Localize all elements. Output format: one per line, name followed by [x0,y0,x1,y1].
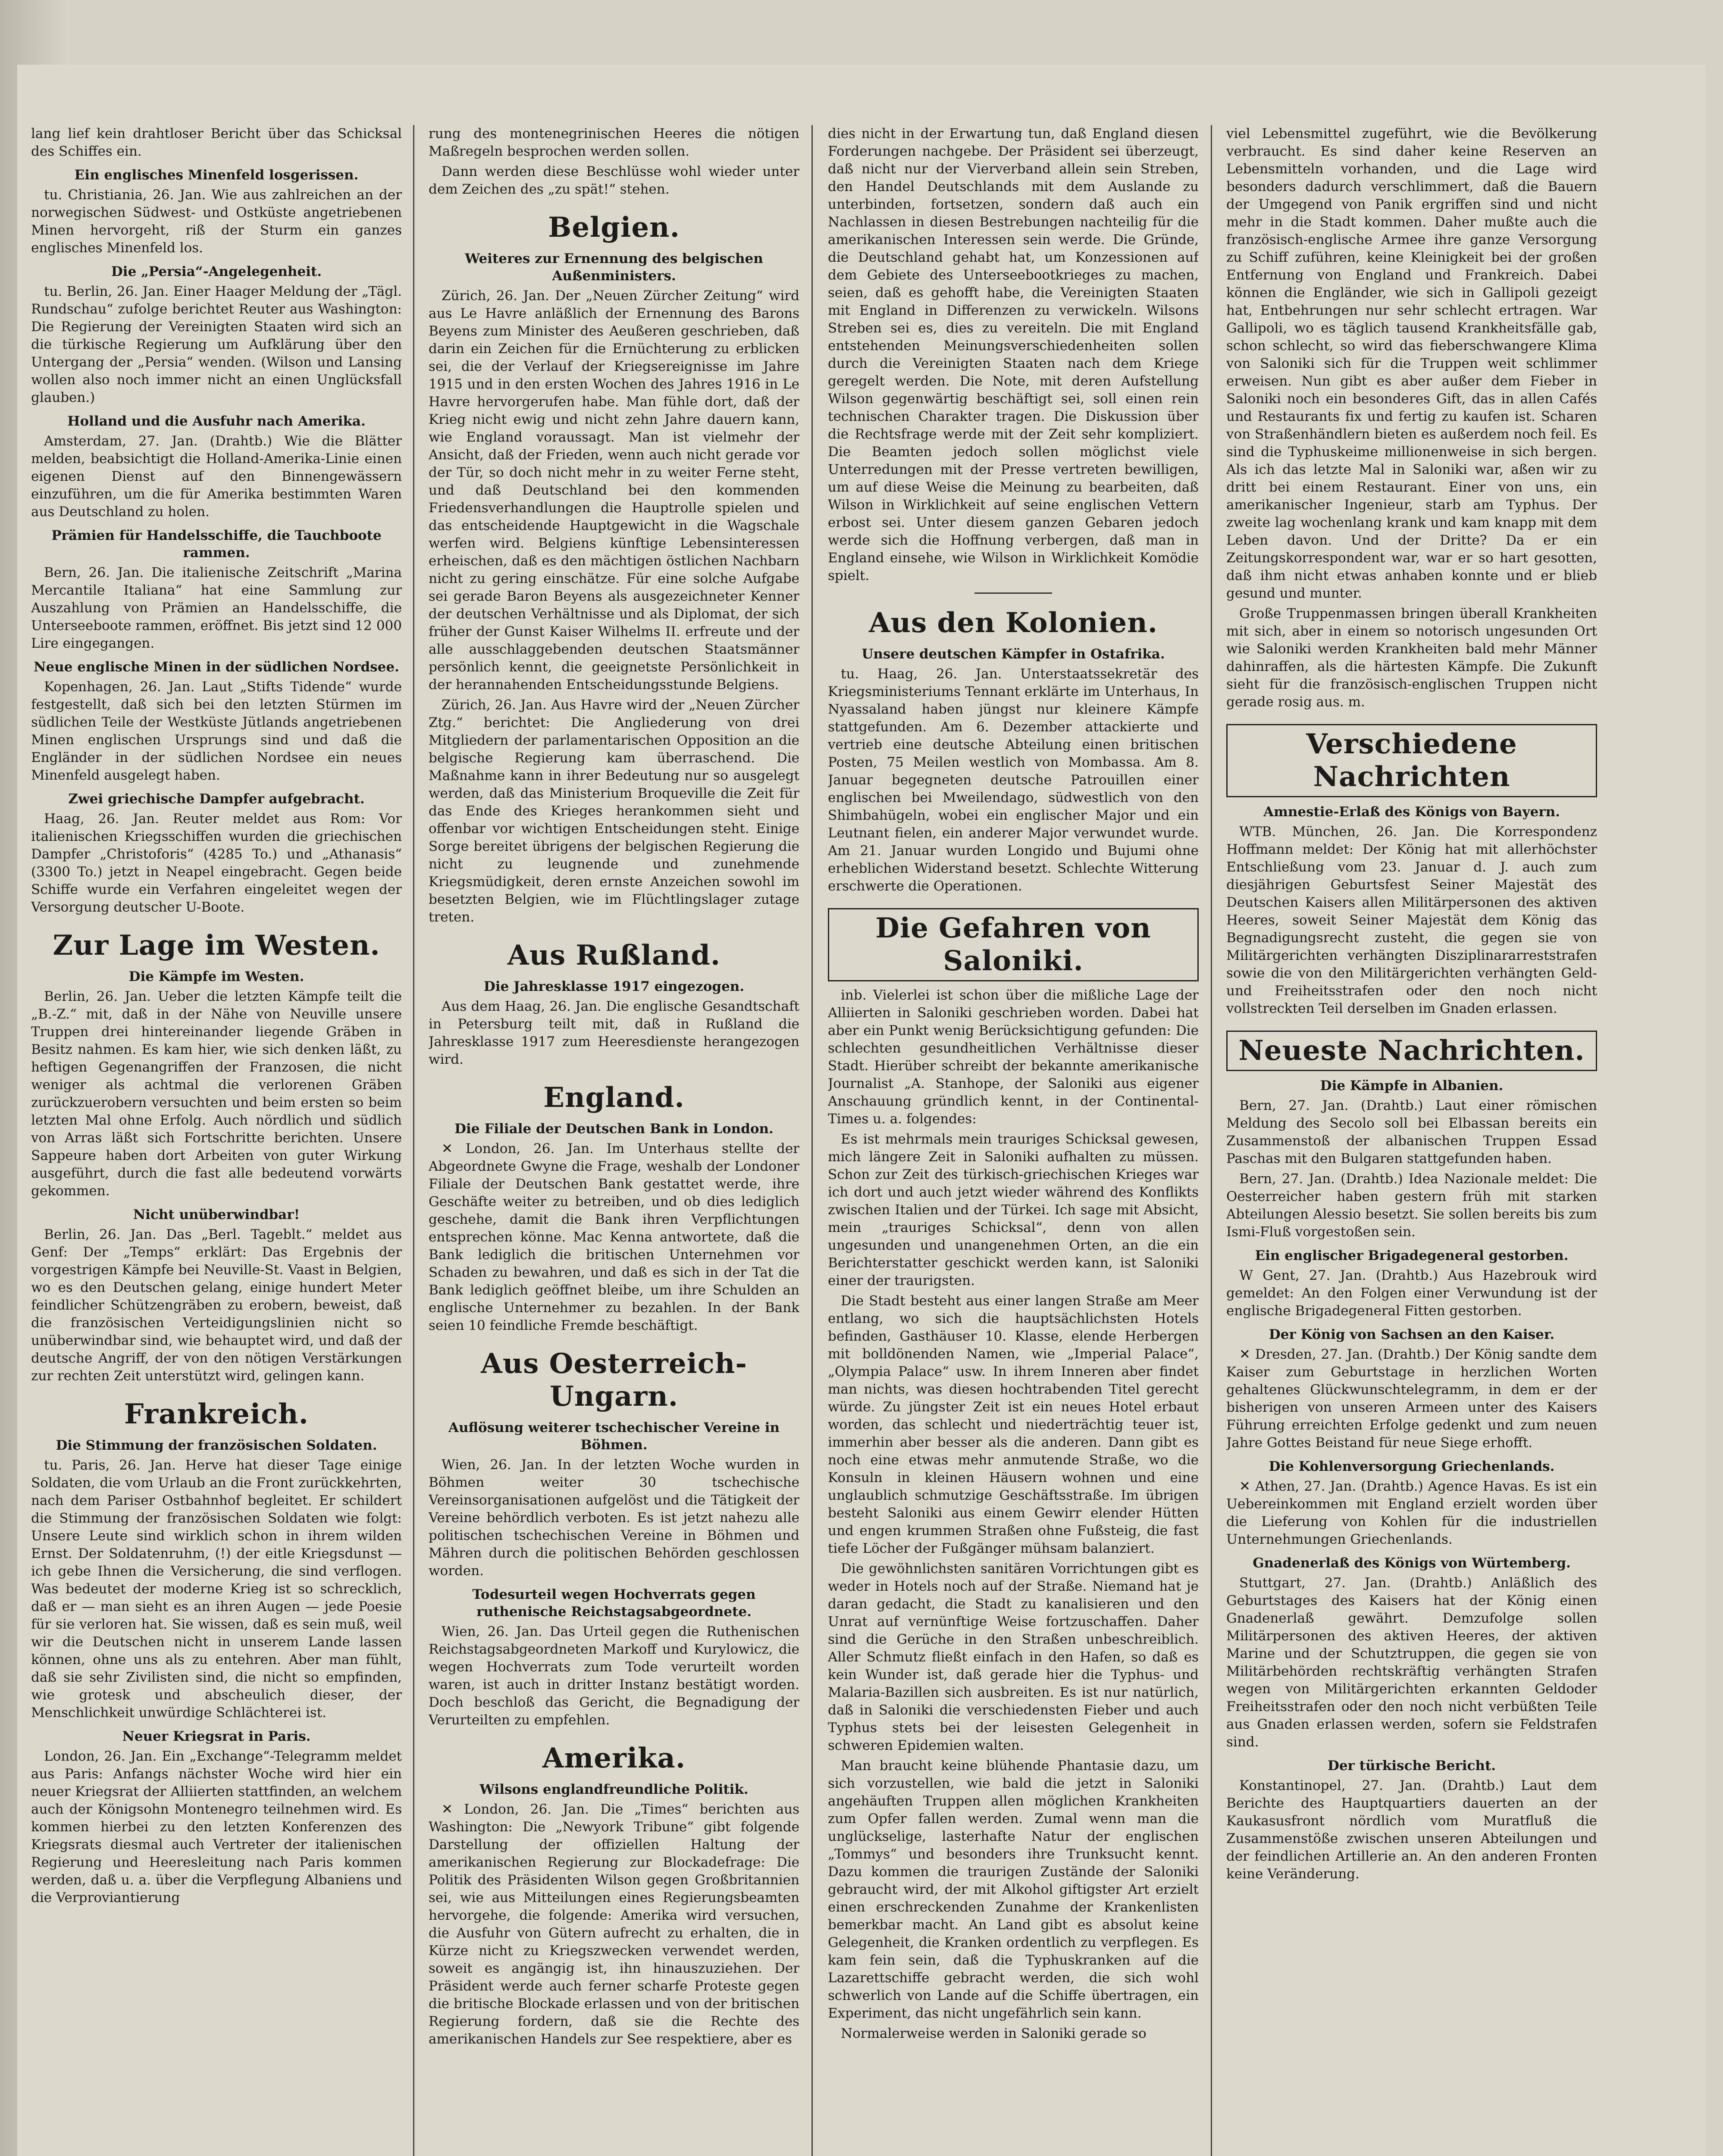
article-headline: Der König von Sachsen an den Kaiser. [1269,1327,1555,1342]
article-paragraph: Zürich, 26. Jan. Aus Havre wird der „Neuen Zürcher Ztg.“ berichtet: Die Angliederung von drei Mitgliedern der parlamentarischen Opposition an die belgische Regierung kam überraschend. Die Maßnahme kann in ihrer Bedeutung nur so ausgelegt werden, daß das Ministerium Broqueville die Zeit für das Ende des Krieges herankommen sieht und offenbar vor wichtigen Entscheidungen steht. Einige Sorge bereitet übrigens der belgischen Regierung die nicht zu leugnende und zunehmende Kriegsmüdigkeit, deren ernste Anzeichen sowohl im besetzten Belgien, wie im Flüchtlingslager zutage treten. [429,697,799,925]
section-heading: Aus den Kolonien. [868,607,1158,639]
article-paragraph: tu. Christiania, 26. Jan. Wie aus zahlreichen an der norwegischen Südwest- und Ostküste angetriebenen Minen hervorgeht, riß der Sturm ein ganzes englisches Minenfeld los. [31,187,402,256]
article-headline: Nicht unüberwindbar! [133,1207,300,1222]
section-heading: Verschiedene Nachrichten [1226,724,1597,797]
article-paragraph: Kopenhagen, 26. Jan. Laut „Stifts Tidende“ wurde festgestellt, daß sich bei den letzten Stürmen im südlichen Teile der Westküste Jütlands angetriebenen Minen englischen Ursprungs sind und daß die Engländer in der südlichen Nordsee ein neues Minenfeld ausgelegt haben. [31,679,402,783]
article-paragraph: Stuttgart, 27. Jan. (Drahtb.) Anläßlich des Geburtstages des Kaisers hat der König einen Gnadenerlaß gewährt. Demzufolge sollen Militärpersonen des aktiven Heeres, der aktiven Marine und der Schutztruppen, die gegen sie von Militärbehörden rechtskräftig verhängten Strafen wegen von Militärgerichten erkannten Geldoder Freiheitsstrafen oder den noch nicht verbüßten Teile aus Gnaden erlassen werden, sofern sie Feldstrafen sind. [1226,1575,1597,1750]
article-headline: Holland und die Ausfuhr nach Amerika. [67,414,366,429]
article-paragraph: inb. Vielerlei ist schon über die mißliche Lage der Alliierten in Saloniki geschrieben worden. Dabei hat aber ein Punkt wenig Berücksichtigung gefunden: Die schlechten gesundheitlichen Verhältnisse dieser Stadt. Hierüber schreibt der bekannte amerikanische Journalist „A. Stanhope, der Saloniki aus eigener Anschauung gründlich kennt, in der Continental-Times u. a. folgendes: [828,987,1199,1127]
column-rule [413,125,414,2156]
section-heading: Belgien. [548,211,680,244]
article-paragraph: Aus dem Haag, 26. Jan. Die englische Gesandtschaft in Petersburg teilt mit, daß in Rußland die Jahresklasse 1917 zum Heeresdienste herangezogen wird. [429,999,799,1067]
column-2 [429,125,799,2156]
article-headline: Zwei griechische Dampfer aufgebracht. [68,791,365,807]
article-headline: Ein englischer Brigadegeneral gestorben. [1255,1248,1569,1263]
article-paragraph: Bern, 27. Jan. (Drahtb.) Idea Nazionale meldet: Die Oesterreicher haben gestern früh mit starken Abteilungen Alessio besetzt. Sie sollen bereits bis zum Ismi-Fluß vorgestoßen sein. [1226,1171,1597,1240]
section-heading: Frankreich. [124,1398,309,1430]
section-heading: Die Gefahren von Saloniki. [828,908,1199,981]
article-headline: Die Kämpfe im Westen. [128,969,304,984]
column-4 [1226,125,1597,2156]
section-heading: Amerika. [542,1742,686,1774]
article-paragraph: tu. Haag, 26. Jan. Unterstaatssekretär des Kriegsministeriums Tennant erklärte im Unterhaus, In Nyassaland haben jüngst nur kleinere Kämpfe stattgefunden. Am 6. Dezember attackierte und vertrieb eine deutsche Abteilung einen britischen Posten, 75 Meilen westlich von Mombassa. Am 8. Januar begegneten deutsche Patrouillen einer englischen bei Mweilendago, südwestlich von den Shimbahügeln, wobei ein englischer Major und ein Leutnant fielen, ein anderer Major verwundet wurde. Am 21. Januar wurden Longido und Bujumi ohne erheblichen Widerstand besetzt. Schlechte Witterung erschwerte die Operationen. [828,666,1199,894]
column-3 [828,125,1199,2156]
article-paragraph: Berlin, 26. Jan. Das „Berl. Tageblt.“ meldet aus Genf: Der „Temps“ erklärt: Das Ergebnis der vorgestrigen Kämpfe bei Neuville-St. Vaast in Belgien, wo es den Deutschen gelang, einige hundert Meter feindlicher Schützengräben zu erobern, beweist, daß die französischen Verteidigungslinien nicht so unüberwindbar sind, wie behauptet wird, und daß der deutsche Angriff, der von den nötigen Verstärkungen zur rechten Zeit unterstützt wird, gelingen kann. [31,1227,402,1384]
article-headline: Amnestie-Erlaß des Königs von Bayern. [1263,804,1560,820]
article-headline: Die Kohlenversorgung Griechenlands. [1269,1459,1555,1474]
article-headline: Ein englisches Minenfeld losgerissen. [74,167,359,183]
section-heading: England. [543,1081,685,1114]
article-headline: Die Stimmung der französischen Soldaten. [56,1438,377,1453]
article-paragraph: Haag, 26. Jan. Reuter meldet aus Rom: Vor italienischen Kriegsschiffen wurden die griechischen Dampfer „Christoforis“ (4285 To.) und „Athanasis“ (3300 To.) jetzt in Neapel eingebracht. Gegen beide Schiffe wurde ein Verfahren eingeleitet wegen der Versorgung deutscher U-Boote. [31,811,402,915]
article-paragraph: tu. Berlin, 26. Jan. Einer Haager Meldung der „Tägl. Rundschau“ zufolge berichtet Reuter aus Washington: Die Regierung der Vereinigten Staaten wird sich an die türkische Regierung um Aufklärung über den Untergang der „Persia“ wenden. (Wilson und Lansing wollen also noch immer nicht an einen Unglücksfall glauben.) [31,284,402,405]
column-1 [31,125,402,2156]
article-paragraph: dies nicht in der Erwartung tun, daß England diesen Forderungen nachgebe. Der Präsident sei überzeugt, daß nicht nur der Vierverband allein sein Streben, den Handel Deutschlands mit dem Auslande zu unterbinden, fortsetzen, sondern daß auch ein Nachlassen in diesen Bestrebungen nachteilig für die amerikanischen Interessen sein werde. Die Gründe, die Deutschland gehabt hat, um Konzessionen auf dem Gebiete des Unterseebootkrieges zu machen, seien, daß es gehofft habe, die Vereinigten Staaten mit England in Differenzen zu verwickeln. Wilsons Streben sei es, dies zu vereiteln. Die mit England entstehenden Meinungsverschiedenheiten sollen durch die Vereinigten Staaten nach dem Kriege geregelt werden. Die Note, mit deren Aufstellung Wilson gegenwärtig beschäftigt sei, soll einen rein technischen Charakter tragen. Die Diskussion über die Rechtsfrage werde mit der Zeit sehr kompliziert. Die Beamten jedoch sollen möglichst viele Unterredungen mit der Presse vertreten bewilligen, um auf diese Weise die Meinung zu bearbeiten, daß Wilson in Wirklichkeit auf seine englischen Vettern erbost sei. Unter diesem ganzen Gebaren jedoch werde sich die Hoffnung verbergen, daß man in England einsehe, wie Wilson in Wirklichkeit Komödie spielt. [828,126,1199,583]
article-headline: Die Kämpfe in Albanien. [1320,1078,1504,1094]
article-headline: Todesurteil wegen Hochverrats gegen ruthenische Reichstagsabgeordnete. [472,1587,756,1620]
separator-rule [974,592,1052,594]
article-headline: Neue englische Minen in der südlichen Nordsee. [34,659,399,675]
article-headline: Gnadenerlaß des Königs von Würtemberg. [1253,1555,1571,1571]
section-heading: Aus Rußland. [507,939,721,971]
article-paragraph: ✕ London, 26. Jan. Die „Times“ berichten aus Washington: Die „Newyork Tribune“ gibt folgende Darstellung der offiziellen Haltung der amerikanischen Regierung zur Blockadefrage: Die Politik des Präsidenten Wilson gegen Großbritannien sei, wie aus Mitteilungen eines Regierungsbeamten hervorgehe, die folgende: Amerika wird versuchen, die Ausfuhr von Gütern aufrecht zu erhalten, die in Kürze nicht zu Kriegszwecken verwendet werden, soweit es angängig ist, ihn hinauszuziehen. Der Präsident werde auch ferner scharfe Proteste gegen die britische Blockade erlassen und von der britischen Regierung fordern, daß sie die Rechte des amerikanischen Handels zur See respektiere, aber es [429,1802,799,2047]
article-paragraph: Die gewöhnlichsten sanitären Vorrichtungen gibt es weder in Hotels noch auf der Straße. Niemand hat je daran gedacht, die Stadt zu kanalisieren und den Unrat auf vernünftige Weise fortzuschaffen. Daher sind die Gerüche in den Straßen unbeschreiblich. Aller Schmutz fließt einfach in den Hafen, so daß es kein Wunder ist, daß gerade hier die Typhus- und Malaria-Bazillen sich ausbreiten. Es ist nur natürlich, daß in Saloniki die verschiedensten Fieber und auch Typhus stets bei der leisesten Gelegenheit in schweren Epidemien walten. [828,1561,1199,1753]
article-paragraph: Es ist mehrmals mein trauriges Schicksal gewesen, mich längere Zeit in Saloniki aufhalten zu müssen. Schon zur Zeit des türkisch-griechischen Krieges war ich dort und auch jetzt wieder während des Konflikts zwischen Italien und der Türkei. Ich sage mit Absicht, mein „trauriges Schicksal“, denn von allen ungesunden und unangenehmen Orten, an die ein Berichterstatter geschickt werden kann, ist Saloniki einer der traurigsten. [828,1131,1199,1288]
section-heading: Neueste Nachrichten. [1226,1031,1597,1071]
article-paragraph: viel Lebensmittel zugeführt, wie die Bevölkerung verbraucht. Es sind daher keine Reserven an Lebensmitteln vorhanden, und die Lage wird besonders dadurch verschlimmert, daß die Bauern der Umgegend von Panik ergriffen sind und nicht mehr in die Stadt kommen. Daher mußte auch die französisch-englische Armee ihre ganze Versorgung zu Schiff zuführen, keine Kleinigkeit bei der großen Entfernung von England und Frankreich. Dabei können die Engländer, wie sich in Gallipoli gezeigt hat, Entbehrungen nur sehr schlecht ertragen. War Gallipoli, wo es täglich tausend Krankheitsfälle gab, schon schlecht, so wird das fieberschwangere Klima von Saloniki sich für die Truppen weit schlimmer erweisen. Nun gibt es aber außer dem Fieber in Saloniki noch ein besonderes Gift, das in allen Cafés und Restaurants fix und fertig zu kaufen ist. Scharen von Straßenhändlern bieten es außerdem noch feil. Es sind die Typhuskeime millionenweise in sich bergen. Als ich das letzte Mal in Saloniki war, aßen wir zu dritt bei einem Restaurant. Einer von uns, ein amerikanischer Ingenieur, starb am Typhus. Der zweite lag wochenlang krank und kam knapp mit dem Leben davon. Und der Dritte? Da er ein Zeitungskorrespondent war, war er so hart gesotten, daß ihm nicht etwas anhaben konnte und er blieb gesund und munter. [1226,126,1597,601]
article-headline: Die Filiale der Deutschen Bank in London. [454,1121,774,1137]
article-paragraph: ✕ Athen, 27. Jan. (Drahtb.) Agence Havas. Es ist ein Uebereinkommen mit England erzielt worden über die Lieferung von Kohlen für die industriellen Unternehmungen Griechenlands. [1226,1479,1597,1547]
article-headline: Prämien für Handelsschiffe, die Tauchboote rammen. [51,528,382,561]
article-paragraph: rung des montenegrinischen Heeres die nötigen Maßregeln besprochen werden sollen. [429,126,799,159]
article-headline: Die Jahresklasse 1917 eingezogen. [483,979,745,994]
article-paragraph: Berlin, 26. Jan. Ueber die letzten Kämpfe teilt die „B.-Z.“ mit, daß in der Nähe von Neuville unsere Truppen drei hintereinander liegende Gräben in Besitz nahmen. Es kam hier, wie sich denken läßt, zu heftigen Gegenangriffen der Franzosen, die nicht weniger als achtmal die verlorenen Gräben zurückzuerobern versuchten und beim ersten so beim letzten Mal ohne Erfolg. Auch nördlich und südlich von Arras läßt sich Fortschritte berichten. Unsere Sappeure haben dort Arbeiten von guter Wirkung ausgeführt, durch die fast alle bedeutend vorwärts gekommen. [31,989,402,1199]
article-headline: Weiteres zur Ernennung des belgischen Außenministers. [465,251,763,284]
article-headline: Wilsons englandfreundliche Politik. [479,1782,749,1797]
article-headline: Auflösung weiterer tschechischer Vereine in Böhmen. [448,1420,780,1453]
article-paragraph: W Gent, 27. Jan. (Drahtb.) Aus Hazebrouk wird gemeldet: An den Folgen einer Verwundung ist der englische Brigadegeneral Fitten gestorben. [1226,1268,1597,1319]
article-paragraph: Bern, 26. Jan. Die italienische Zeitschrift „Marina Mercantile Italiana“ hat eine Sammlung zur Auszahlung von Prämien an Handelsschiffe, die Unterseeboote rammen, eröffnet. Bis jetzt sind 12 000 Lire eingegangen. [31,565,402,651]
article-paragraph: tu. Paris, 26. Jan. Herve hat dieser Tage einige Soldaten, die vom Urlaub an die Front zurückkehrten, nach dem Pariser Ostbahnhof begleitet. Er schildert die Stimmung der französischen Soldaten wie folgt: Unsere Leute sind wirklich schon in ihrem wilden Ernst. Der Soldatenruhm, (!) der eitle Kriegsdunst — ich gebe Ihnen die Versicherung, die sind verflogen. Was bedeutet der moderne Krieg ist so schrecklich, daß er — man sieht es an ihren Augen — jede Poesie für sie verloren hat. Sie wissen, daß es sein muß, weil wir die Deutschen nicht in unserem Lande lassen können, ohne uns als zu entehren. Aber man fühlt, daß sie sehr Zivilisten sind, die nicht so empfinden, wie grotesk und abscheulich dieser, der Menschlichkeit unwürdige Schlächterei ist. [31,1457,402,1720]
article-paragraph: Große Truppenmassen bringen überall Krankheiten mit sich, aber in einem so notorisch ungesunden Ort wie Saloniki werden Krankheiten bald mehr Männer dahinraffen, als die härtesten Kämpfe. Die Zukunft sieht für die französisch-englischen Truppen nicht gerade rosig aus. m. [1226,606,1597,710]
article-paragraph: ✕ Dresden, 27. Jan. (Drahtb.) Der König sandte dem Kaiser zum Geburtstage in herzlichen Worten gehaltenes Glückwunschtelegramm, in dem er der bisherigen von unseren Armeen unter des Kaisers Führung erreichten Erfolge gedenkt und zum neuen Jahre Gottes Beistand für neue Siege erhofft. [1226,1347,1597,1451]
column-rule [811,125,813,2156]
article-headline: Der türkische Bericht. [1327,1758,1496,1774]
article-paragraph: ✕ London, 26. Jan. Im Unterhaus stellte der Abgeordnete Gwyne die Frage, weshalb der Londoner Filiale der Deutschen Bank gestattet werde, ihre Geschäfte weiter zu betreiben, und ob dies lediglich geschehe, damit die Bank ihren Verpflichtungen entsprechen könne. Mac Kenna antwortete, daß die Bank lediglich die britischen Unternehmen vor Schaden zu bewahren, und daß es sich in der Tat die Bank lediglich geöffnet bleibe, um ihre Schulden an englische Unternehmer zu bezahlen. In der Bank seien 10 feindliche Fremde beschäftigt. [429,1141,799,1333]
article-paragraph: Amsterdam, 27. Jan. (Drahtb.) Wie die Blätter melden, beabsichtigt die Holland-Amerika-Linie einen eigenen Dienst auf den Binnengewässern einzuführen, um die für Amerika bestimmten Waren aus Deutschland zu holen. [31,433,402,520]
article-paragraph: Die Stadt besteht aus einer langen Straße am Meer entlang, wo sich die hauptsächlichsten Hotels befinden, Gasthäuser 10. Klasse, elende Herbergen mit bolldönenden Namen, wie „Imperial Palace“, „Olympia Palace“ usw. In ihrem Inneren aber findet man nichts, was diesen hochtrabenden Titel gerecht würde. Zu jüngster Zeit ist ein neues Hotel erbaut worden, das schlecht und niederträchtig teuer ist, immerhin aber besser als die anderen. Dann gibt es noch eine etwas mehr anmutende Straße, wo die Konsuln in kleinen Häusern wohnen und eine unglaublich schmutzige Geschäftsstraße. Im übrigen besteht Saloniki aus einem Gewirr elender Hütten und engen krummen Straßen ohne Fußsteig, die fast tiefe Löcher der Fußgänger mühsam balanziert. [828,1293,1199,1556]
article-paragraph: Wien, 26. Jan. In der letzten Woche wurden in Böhmen weiter 30 tschechische Vereinsorganisationen aufgelöst und die Tätigkeit der Vereine behördlich verboten. Es ist jetzt nahezu alle politischen tschechischen Vereine in Böhmen und Mähren durch die politischen Behörden geschlossen worden. [429,1457,799,1579]
article-paragraph: Zürich, 26. Jan. Der „Neuen Zürcher Zeitung“ wird aus Le Havre anläßlich der Ernennung des Barons Beyens zum Minister des Aeußeren geschrieben, daß darin ein Zeichen für die Ernüchterung zu erblicken sei, die der Verlauf der Kriegsereignisse im Jahre 1915 und in den ersten Wochen des Jahres 1916 in Le Havre hervorgerufen habe. Man fühle dort, daß der Krieg nicht ewig und nicht zehn Jahre dauern kann, wie England voraussagt. Man ist vielmehr der Ansicht, daß der Frieden, wenn auch nicht gerade vor der Tür, so doch nicht mehr in zu weiter Ferne steht, und daß Deutschland bei den kommenden Friedensverhandlungen die Hauptrolle spielen und das entscheidende Hauptgewicht in die Wagschale werfen wird. Belgiens künftige Lebensinteressen erheischen, daß es den mächtigen östlichen Nachbarn nicht zu gering einschätze. Für eine solche Aufgabe sei gerade Baron Beyens als ausgezeichneter Kenner der deutschen Verhältnisse und als Diplomat, der sich früher der Gunst Kaiser Wilhelms II. erfreute und der alle ausschlaggebenden deutschen Staatsmänner persönlich kennt, die geeignetste Persönlichkeit in der herannahenden Entscheidungsstunde Belgiens. [429,288,799,693]
column-rule [1211,125,1212,2156]
article-headline: Die „Persia“-Angelegenheit. [111,264,322,279]
section-heading: Zur Lage im Westen. [53,929,380,962]
article-paragraph: Konstantinopel, 27. Jan. (Drahtb.) Laut dem Berichte des Hauptquartiers dauerten an der Kaukasusfront nördlich vom Muratfluß die Zusammenstöße zwischen unseren Abteilungen und der feindlichen Artillerie an. An den anderen Fronten keine Veränderung. [1226,1778,1597,1882]
article-headline: Unsere deutschen Kämpfer in Ostafrika. [862,646,1165,662]
article-paragraph: WTB. München, 26. Jan. Die Korrespondenz Hoffmann meldet: Der König hat mit allerhöchster Entschließung vom 23. Januar d. J. auch zum diesjährigen Geburtsfest Seiner Majestät des Deutschen Kaisers allen Militärpersonen des aktiven Heeres, soweit Seiner Majestät dem König das Begnadigungsrecht zusteht, die gegen sie von Militärgerichten verhängten Disziplinararreststrafen sowie die von den Militärgerichten verhängten Geld- und Freiheitsstrafen oder den noch nicht vollstreckten Teil derselben im Gnaden erlassen. [1226,824,1597,1016]
article-paragraph: Wien, 26. Jan. Das Urteil gegen die Ruthenischen Reichstagsabgeordneten Markoff und Kurylowicz, die wegen Hochverrats zum Tode verurteilt worden waren, ist auch in dritter Instanz bestätigt worden. Doch beschloß das Gericht, die Begnadigung der Verurteilten zu empfehlen. [429,1624,799,1728]
article-paragraph: London, 26. Jan. Ein „Exchange“-Telegramm meldet aus Paris: Anfangs nächster Woche wird hier ein neuer Kriegsrat der Alliierten stattfinden, an welchem auch der Königsohn Montenegro teilnehmen wird. Es kommen hierbei zu den letzten Konferenzen des Kriegsrats diesmal auch Vertreter der italienischen Regierung und Heeresleitung nach Paris kommen werden, daß u. a. über die Verpflegung Albaniens und die Verproviantierung [31,1749,402,1905]
article-paragraph: Bern, 27. Jan. (Drahtb.) Laut einer römischen Meldung des Secolo soll bei Elbassan bereits ein Zusammenstoß der albanischen Truppen Essad Paschas mit den Bulgaren stattgefunden haben. [1226,1098,1597,1166]
article-paragraph: Dann werden diese Beschlüsse wohl wieder unter dem Zeichen des „zu spät!“ stehen. [429,164,799,197]
section-heading: Aus Oesterreich-Ungarn. [481,1348,747,1413]
article-headline: Neuer Kriegsrat in Paris. [122,1729,311,1744]
article-paragraph: Normalerweise werden in Saloniki gerade so [841,2026,1147,2041]
article-paragraph: lang lief kein drahtloser Bericht über das Schicksal des Schiffes ein. [31,126,402,159]
article-paragraph: Man braucht keine blühende Phantasie dazu, um sich vorzustellen, wie bald die jetzt in Saloniki angehäuften Truppen allen möglichen Krankheiten zum Opfer fallen werden. Zumal wenn man die unglückselige, lasterhafte Natur der englischen „Tommys“ und besonders ihre Trunksucht kennt. Dazu kommen die traurigen Zustände der Saloniki gebraucht wird, der mit Alkohol giftigster Art erzielt einen erschreckenden Zunahme der Krankenlisten bemerkbar macht. An Land gibt es absolut keine Gelegenheit, die Kranken ordentlich zu verpflegen. Es kam fein sein, daß die Typhuskranken auf die Lazarettschiffe gebracht werden, die sich wohl schwerlich von Lande auf die Schiffe übertragen, ein Experiment, das nicht ungefährlich sein kann. [828,1758,1199,2021]
